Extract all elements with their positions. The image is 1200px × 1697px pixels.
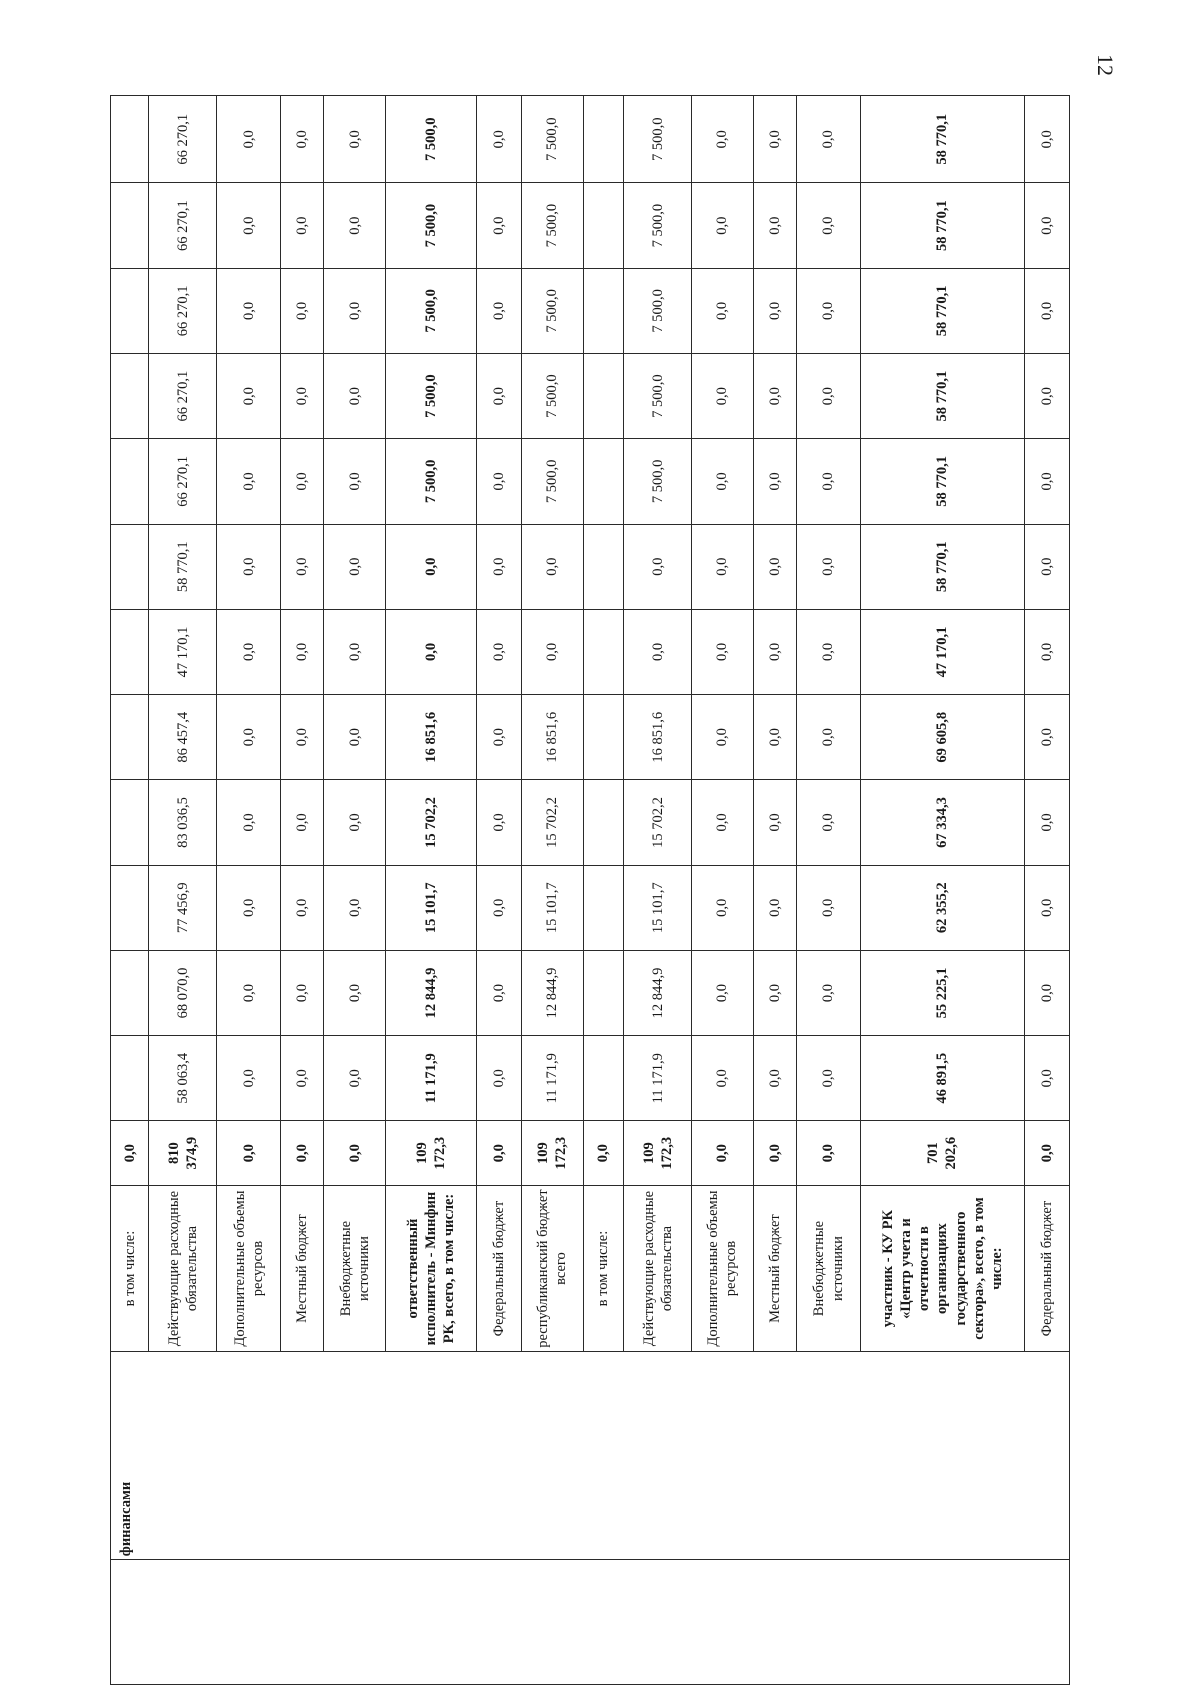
year-value-cell: 0,0	[1024, 439, 1069, 524]
year-value-cell	[583, 96, 624, 183]
year-value-cell: 16 851,6	[624, 695, 692, 780]
year-value-cell: 0,0	[754, 950, 797, 1035]
row-total: 0,0	[796, 1121, 860, 1185]
year-value-cell: 0,0	[1024, 524, 1069, 609]
year-value-cell: 58 770,1	[861, 96, 1025, 183]
year-value-cell: 0,0	[324, 96, 386, 183]
year-value-cell: 0,0	[796, 695, 860, 780]
year-value-cell	[111, 780, 149, 865]
year-value-cell: 0,0	[476, 183, 521, 268]
year-value-cell: 0,0	[324, 354, 386, 439]
year-value-cell: 0,0	[324, 950, 386, 1035]
year-value-cell: 15 702,2	[521, 780, 583, 865]
year-value-cell	[583, 780, 624, 865]
year-value-cell: 58 770,1	[861, 183, 1025, 268]
year-value-cell: 15 101,7	[521, 865, 583, 950]
row-total: 0,0	[324, 1121, 386, 1185]
row-total: 0,0	[476, 1121, 521, 1185]
year-value-cell: 0,0	[1024, 780, 1069, 865]
year-value-cell: 66 270,1	[149, 183, 217, 268]
year-value-cell: 0,0	[691, 183, 753, 268]
year-value-cell: 0,0	[796, 609, 860, 694]
row-total: 0,0	[1024, 1121, 1069, 1185]
year-value-cell: 67 334,3	[861, 780, 1025, 865]
row-label: Федеральный бюджет	[1024, 1185, 1069, 1351]
year-value-cell: 58 063,4	[149, 1036, 217, 1121]
year-value-cell: 0,0	[691, 439, 753, 524]
year-value-cell: 0,0	[281, 354, 324, 439]
year-value-cell: 0,0	[796, 524, 860, 609]
year-value-cell: 0,0	[281, 780, 324, 865]
year-value-cell: 0,0	[386, 609, 476, 694]
year-value-cell: 66 270,1	[149, 439, 217, 524]
year-value-cell: 68 070,0	[149, 950, 217, 1035]
year-value-cell: 0,0	[217, 524, 281, 609]
year-value-cell: 11 171,9	[386, 1036, 476, 1121]
table-body	[111, 96, 1070, 1685]
year-value-cell: 0,0	[624, 524, 692, 609]
year-value-cell	[583, 268, 624, 353]
year-value-cell: 7 500,0	[386, 439, 476, 524]
year-value-cell: 0,0	[796, 96, 860, 183]
year-value-cell: 0,0	[324, 780, 386, 865]
year-value-cell: 0,0	[1024, 96, 1069, 183]
year-value-cell: 7 500,0	[386, 183, 476, 268]
row-label: Федеральный бюджет	[476, 1185, 521, 1351]
year-value-cell	[111, 354, 149, 439]
year-value-cell: 0,0	[521, 524, 583, 609]
year-value-cell: 0,0	[324, 439, 386, 524]
year-value-cell: 7 500,0	[386, 354, 476, 439]
year-value-cell: 0,0	[1024, 950, 1069, 1035]
year-value-cell	[111, 96, 149, 183]
year-value-cell: 0,0	[476, 609, 521, 694]
year-value-cell: 0,0	[796, 354, 860, 439]
year-value-cell: 0,0	[691, 950, 753, 1035]
year-value-cell: 16 851,6	[521, 695, 583, 780]
year-value-cell: 0,0	[796, 183, 860, 268]
year-value-cell: 15 702,2	[624, 780, 692, 865]
year-value-cell: 0,0	[217, 865, 281, 950]
year-value-cell: 0,0	[1024, 609, 1069, 694]
year-value-cell: 0,0	[476, 268, 521, 353]
year-value-cell: 0,0	[691, 780, 753, 865]
year-value-cell: 0,0	[217, 695, 281, 780]
year-value-cell: 0,0	[324, 1036, 386, 1121]
year-value-cell: 7 500,0	[386, 96, 476, 183]
year-value-cell: 0,0	[281, 1036, 324, 1121]
year-value-cell: 47 170,1	[149, 609, 217, 694]
year-value-cell: 0,0	[476, 695, 521, 780]
year-value-cell: 15 101,7	[386, 865, 476, 950]
year-value-cell	[111, 183, 149, 268]
year-value-cell: 12 844,9	[624, 950, 692, 1035]
year-value-cell: 7 500,0	[386, 268, 476, 353]
year-value-cell: 11 171,9	[624, 1036, 692, 1121]
year-value-cell	[583, 524, 624, 609]
year-value-cell: 0,0	[796, 780, 860, 865]
year-value-cell: 7 500,0	[624, 354, 692, 439]
year-value-cell: 0,0	[1024, 268, 1069, 353]
year-value-cell: 0,0	[1024, 183, 1069, 268]
year-value-cell: 0,0	[796, 439, 860, 524]
row-label: Внебюджетные источники	[796, 1185, 860, 1351]
year-value-cell: 7 500,0	[521, 268, 583, 353]
year-value-cell: 0,0	[691, 695, 753, 780]
year-value-cell: 0,0	[476, 439, 521, 524]
year-value-cell: 7 500,0	[521, 183, 583, 268]
year-value-cell	[111, 439, 149, 524]
year-value-cell: 0,0	[691, 865, 753, 950]
year-value-cell: 0,0	[691, 609, 753, 694]
blank-first-cell	[111, 1560, 1070, 1685]
year-value-cell	[583, 1036, 624, 1121]
year-value-cell: 62 355,2	[861, 865, 1025, 950]
year-value-cell: 58 770,1	[861, 354, 1025, 439]
year-value-cell: 0,0	[281, 609, 324, 694]
year-value-cell: 7 500,0	[624, 183, 692, 268]
row-label: Местный бюджет	[281, 1185, 324, 1351]
year-value-cell: 16 851,6	[386, 695, 476, 780]
year-value-cell: 0,0	[281, 950, 324, 1035]
row-total: 701 202,6	[861, 1121, 1025, 1185]
year-value-cell: 0,0	[691, 354, 753, 439]
row-total: 109 172,3	[521, 1121, 583, 1185]
year-value-cell	[583, 354, 624, 439]
year-value-cell: 0,0	[754, 1036, 797, 1121]
year-value-cell	[583, 950, 624, 1035]
row-label: Дополнительные объемы ресурсов	[691, 1185, 753, 1351]
year-value-cell: 0,0	[281, 695, 324, 780]
year-value-cell: 12 844,9	[521, 950, 583, 1035]
row-total: 0,0	[691, 1121, 753, 1185]
first-column-heading: финансами	[111, 1352, 1070, 1560]
year-value-cell: 0,0	[754, 524, 797, 609]
year-value-cell: 86 457,4	[149, 695, 217, 780]
year-value-cell	[111, 950, 149, 1035]
year-value-cell: 0,0	[754, 354, 797, 439]
year-value-cell: 69 605,8	[861, 695, 1025, 780]
table-row	[111, 96, 149, 1685]
year-value-cell: 7 500,0	[521, 439, 583, 524]
year-value-cell: 0,0	[217, 439, 281, 524]
row-label: Местный бюджет	[754, 1185, 797, 1351]
year-value-cell	[111, 865, 149, 950]
year-value-cell: 66 270,1	[149, 354, 217, 439]
year-value-cell: 0,0	[691, 96, 753, 183]
year-value-cell: 0,0	[754, 609, 797, 694]
row-label: республиканский бюджет всего	[521, 1185, 583, 1351]
year-value-cell	[111, 524, 149, 609]
year-value-cell: 0,0	[624, 609, 692, 694]
year-value-cell: 11 171,9	[521, 1036, 583, 1121]
year-value-cell: 0,0	[1024, 1036, 1069, 1121]
year-value-cell: 0,0	[754, 268, 797, 353]
year-value-cell: 58 770,1	[149, 524, 217, 609]
row-total: 0,0	[583, 1121, 624, 1185]
year-value-cell: 0,0	[217, 354, 281, 439]
year-value-cell: 77 456,9	[149, 865, 217, 950]
year-value-cell	[111, 695, 149, 780]
year-value-cell: 0,0	[386, 524, 476, 609]
row-label: Дополнительные объемы ресурсов	[217, 1185, 281, 1351]
year-value-cell: 0,0	[1024, 354, 1069, 439]
year-value-cell: 12 844,9	[386, 950, 476, 1035]
year-value-cell: 0,0	[796, 865, 860, 950]
year-value-cell: 0,0	[796, 268, 860, 353]
year-value-cell: 0,0	[217, 950, 281, 1035]
row-label: участник - КУ РК «Центр учета и отчетности в организациях государственного сектора», всего, в том числе:	[861, 1185, 1025, 1351]
year-value-cell: 58 770,1	[861, 439, 1025, 524]
year-value-cell: 55 225,1	[861, 950, 1025, 1035]
year-value-cell: 7 500,0	[521, 354, 583, 439]
year-value-cell: 7 500,0	[624, 439, 692, 524]
rotated-table-sheet	[110, 95, 1070, 1685]
year-value-cell: 0,0	[476, 865, 521, 950]
year-value-cell	[583, 865, 624, 950]
year-value-cell: 0,0	[281, 183, 324, 268]
year-value-cell: 0,0	[281, 96, 324, 183]
year-value-cell: 0,0	[476, 524, 521, 609]
row-label: Внебюджетные источники	[324, 1185, 386, 1351]
year-value-cell: 0,0	[217, 780, 281, 865]
row-label: Действующие расходные обязательства	[149, 1185, 217, 1351]
year-value-cell: 0,0	[796, 1036, 860, 1121]
year-value-cell: 58 770,1	[861, 268, 1025, 353]
year-value-cell	[111, 609, 149, 694]
row-label: в том числе:	[583, 1185, 624, 1351]
row-total: 0,0	[754, 1121, 797, 1185]
year-value-cell: 0,0	[754, 695, 797, 780]
year-value-cell: 0,0	[691, 268, 753, 353]
year-value-cell: 0,0	[281, 524, 324, 609]
year-value-cell	[583, 183, 624, 268]
year-value-cell: 0,0	[754, 439, 797, 524]
year-value-cell: 47 170,1	[861, 609, 1025, 694]
year-value-cell: 83 036,5	[149, 780, 217, 865]
year-value-cell	[583, 695, 624, 780]
year-value-cell: 0,0	[691, 1036, 753, 1121]
year-value-cell: 0,0	[754, 780, 797, 865]
year-value-cell: 0,0	[217, 96, 281, 183]
year-value-cell: 46 891,5	[861, 1036, 1025, 1121]
row-label: в том числе:	[111, 1185, 149, 1351]
row-label: ответственный исполнитель - Минфин РК, всего, в том числе:	[386, 1185, 476, 1351]
year-value-cell: 0,0	[476, 96, 521, 183]
year-value-cell: 0,0	[217, 609, 281, 694]
year-value-cell: 15 101,7	[624, 865, 692, 950]
year-value-cell: 0,0	[217, 268, 281, 353]
year-value-cell: 0,0	[1024, 865, 1069, 950]
year-value-cell: 0,0	[1024, 695, 1069, 780]
row-total: 0,0	[281, 1121, 324, 1185]
year-value-cell: 0,0	[324, 695, 386, 780]
year-value-cell: 0,0	[796, 950, 860, 1035]
row-total: 109 172,3	[386, 1121, 476, 1185]
budget-table	[110, 95, 1070, 1685]
row-total: 0,0	[217, 1121, 281, 1185]
year-value-cell: 0,0	[324, 865, 386, 950]
year-value-cell	[111, 268, 149, 353]
year-value-cell: 0,0	[476, 780, 521, 865]
year-value-cell: 0,0	[281, 439, 324, 524]
row-label: Действующие расходные обязательства	[624, 1185, 692, 1351]
year-value-cell: 0,0	[754, 183, 797, 268]
year-value-cell	[583, 609, 624, 694]
year-value-cell: 7 500,0	[624, 268, 692, 353]
year-value-cell: 0,0	[324, 609, 386, 694]
page-number: 12	[1093, 54, 1118, 76]
year-value-cell: 0,0	[281, 865, 324, 950]
year-value-cell: 0,0	[476, 354, 521, 439]
year-value-cell: 15 702,2	[386, 780, 476, 865]
year-value-cell: 0,0	[521, 609, 583, 694]
year-value-cell: 0,0	[217, 183, 281, 268]
year-value-cell: 0,0	[754, 96, 797, 183]
year-value-cell: 0,0	[324, 183, 386, 268]
year-value-cell: 0,0	[476, 1036, 521, 1121]
year-value-cell: 0,0	[754, 865, 797, 950]
year-value-cell	[583, 439, 624, 524]
row-total: 810 374,9	[149, 1121, 217, 1185]
year-value-cell: 0,0	[324, 268, 386, 353]
year-value-cell: 0,0	[217, 1036, 281, 1121]
year-value-cell: 7 500,0	[624, 96, 692, 183]
year-value-cell: 0,0	[691, 524, 753, 609]
year-value-cell: 66 270,1	[149, 268, 217, 353]
year-value-cell: 0,0	[281, 268, 324, 353]
year-value-cell	[111, 1036, 149, 1121]
year-value-cell: 0,0	[476, 950, 521, 1035]
row-total: 109 172,3	[624, 1121, 692, 1185]
year-value-cell: 7 500,0	[521, 96, 583, 183]
year-value-cell: 66 270,1	[149, 96, 217, 183]
year-value-cell: 58 770,1	[861, 524, 1025, 609]
year-value-cell: 0,0	[324, 524, 386, 609]
row-total: 0,0	[111, 1121, 149, 1185]
